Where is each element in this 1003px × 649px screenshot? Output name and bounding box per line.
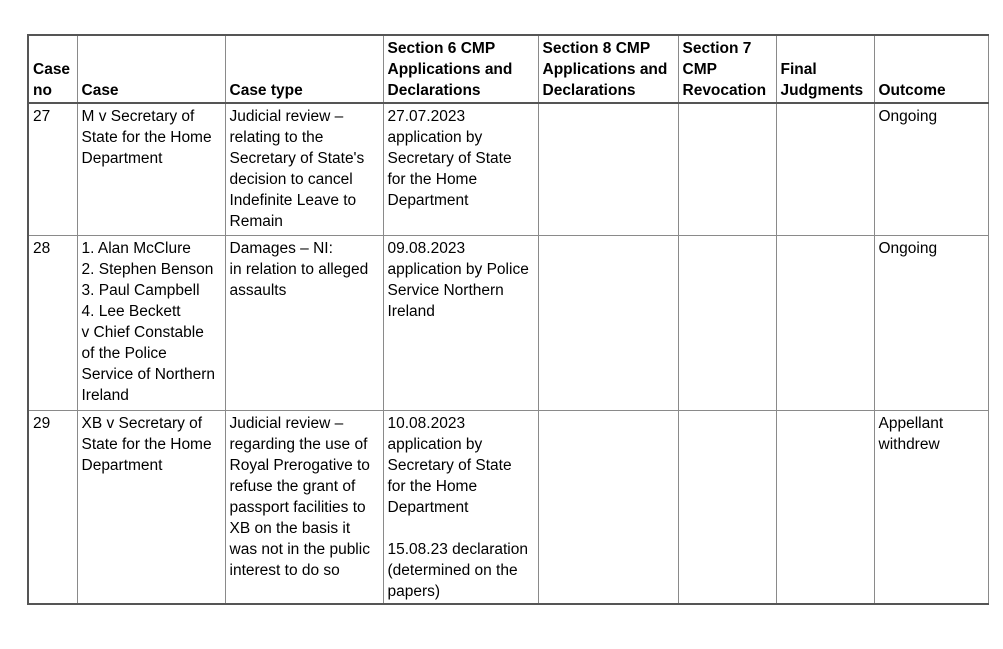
header-case-no: Case no [28,35,77,103]
header-section7: Section 7 CMP Revocation [678,35,776,103]
cell-case-no: 28 [28,235,77,410]
cell-section7 [678,235,776,410]
header-case-type: Case type [225,35,383,103]
cell-outcome: Ongoing [874,103,988,235]
cell-case-type: Judicial review – regarding the use of Royal Prerogative to refuse the grant of passport facilities to XB on the basis it was not in the public interest to do so [225,410,383,604]
cell-case: M v Secretary of State for the Home Department [77,103,225,235]
cell-section6 [383,103,538,235]
cell-case-no: 27 [28,103,77,235]
cell-section7 [678,103,776,235]
header-row [28,35,988,103]
cell-case-type: Judicial review – relating to the Secretary of State's decision to cancel Indefinite Leave to Remain [225,103,383,235]
cmp-cases-table [27,34,989,605]
table-row [28,410,988,604]
cell-section6 [383,410,538,604]
section6-declaration-text: 15.08.23 declaration (determined on the papers) [387,540,528,600]
header-case: Case [77,35,225,103]
cell-section7 [678,410,776,604]
cell-section8 [538,235,678,410]
table-row [28,103,988,235]
cell-case: 1. Alan McClure 2. Stephen Benson 3. Paul Campbell 4. Lee Beckett v Chief Constable of the Police Service of Northern Ireland [77,235,225,410]
cell-section8 [538,103,678,235]
cell-final-judgments [776,410,874,604]
cell-section8 [538,410,678,604]
cell-outcome: Ongoing [874,235,988,410]
cell-final-judgments [776,235,874,410]
header-outcome: Outcome [874,35,988,103]
section6-text: 09.08.2023 application by Police Service Northern Ireland [387,239,529,320]
section6-text: 27.07.2023 application by Secretary of State for the Home Department [387,108,512,209]
section6-gap [388,518,535,539]
cell-case-type: Damages – NI: in relation to alleged assaults [225,235,383,410]
cell-final-judgments [776,103,874,235]
section6-text: 10.08.2023 application by Secretary of State for the Home Department [387,414,512,516]
header-section6: Section 6 CMP Applications and Declarations [383,35,538,103]
header-section8: Section 8 CMP Applications and Declarations [538,35,678,103]
cell-case: XB v Secretary of State for the Home Department [77,410,225,604]
cell-outcome: Appellant withdrew [874,410,988,604]
cell-section6 [383,235,538,410]
cell-case-no: 29 [28,410,77,604]
header-final-judgments: Final Judgments [776,35,874,103]
table-row [28,235,988,410]
